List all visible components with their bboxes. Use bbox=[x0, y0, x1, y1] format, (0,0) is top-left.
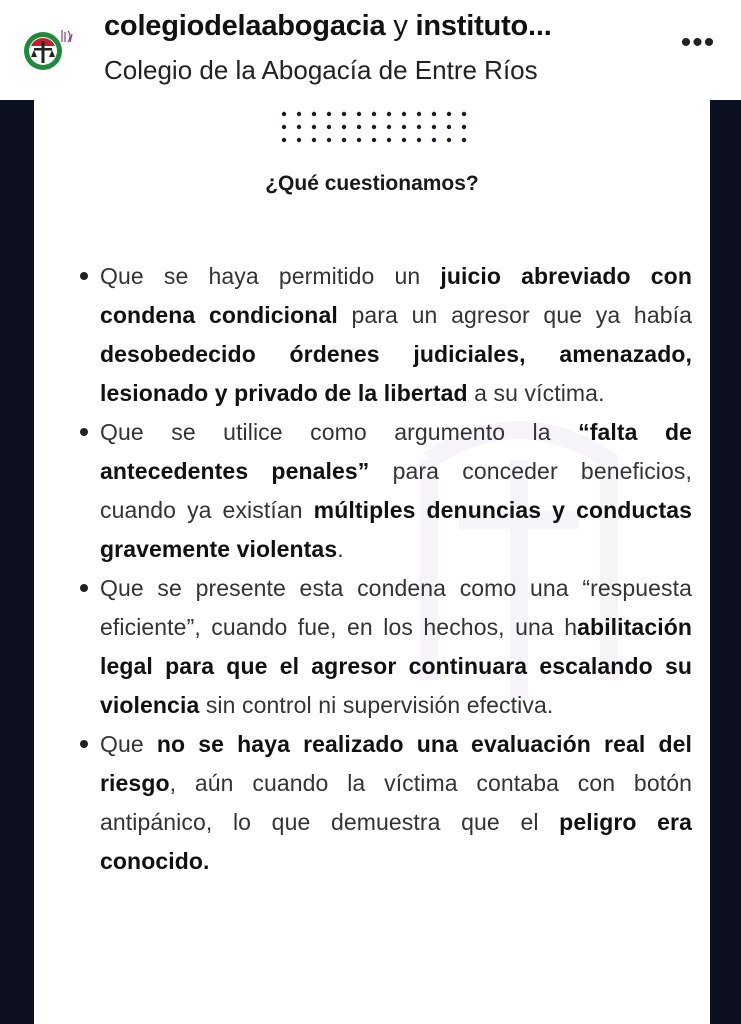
item-bold-text: desobedecido órdenes judiciales, amenazado, lesionado y privado de la libertad bbox=[100, 341, 692, 406]
account-subtitle: Colegio de la Abogacía de Entre Ríos bbox=[104, 55, 538, 85]
item-bold-text: peligro era conocido. bbox=[100, 809, 692, 874]
account-avatar[interactable] bbox=[22, 30, 64, 72]
item-text: . bbox=[337, 536, 344, 562]
item-bold-text: juicio abreviado con condena condicional bbox=[100, 263, 692, 328]
item-bold-text: no se haya realizado una evaluación real del riesgo bbox=[100, 731, 692, 796]
list-item bbox=[80, 725, 692, 881]
item-text: para un agresor que ya había bbox=[337, 302, 692, 328]
account-handle[interactable] bbox=[104, 10, 664, 43]
item-text: Que se utilice como argumento la bbox=[100, 419, 579, 445]
item-text: a su víctima. bbox=[467, 380, 605, 406]
handle-part-1: colegiodelaabogacia bbox=[104, 10, 386, 42]
handle-part-2: instituto... bbox=[415, 10, 552, 42]
questions-list bbox=[80, 257, 692, 881]
item-text: Que se presente esta condena como una “respuesta eficiente”, cuando fue, en los hechos, una h bbox=[100, 575, 692, 640]
handle-conjunction: y bbox=[385, 10, 416, 42]
post-header bbox=[0, 0, 741, 100]
item-text: Que bbox=[100, 731, 157, 757]
item-bold-text: “falta de antecedentes penales” bbox=[100, 419, 692, 484]
more-options-icon[interactable]: ••• bbox=[680, 26, 716, 59]
item-text: sin control ni supervisión efectiva. bbox=[199, 692, 554, 718]
section-title: ¿Qué cuestionamos? bbox=[265, 172, 479, 195]
list-item bbox=[80, 569, 692, 725]
brand-mark-icon bbox=[60, 28, 74, 44]
list-item bbox=[80, 257, 692, 413]
post-image bbox=[0, 100, 741, 1024]
item-text: , aún cuando la víctima contaba con botón antipánico, lo que demuestra que el bbox=[100, 770, 692, 835]
item-bold-text: abilitación legal para que el agresor continuara escalando su violencia bbox=[100, 614, 692, 718]
list-item bbox=[80, 413, 692, 569]
item-bold-text: múltiples denuncias y conductas gravemente violentas bbox=[100, 497, 692, 562]
item-text: Que se haya permitido un bbox=[100, 263, 441, 289]
item-text: para conceder beneficios, cuando ya existían bbox=[100, 458, 692, 523]
colegio-abogacia-logo-icon bbox=[22, 30, 64, 72]
content-card bbox=[34, 100, 710, 1024]
decorative-dot-grid-icon bbox=[278, 108, 478, 148]
